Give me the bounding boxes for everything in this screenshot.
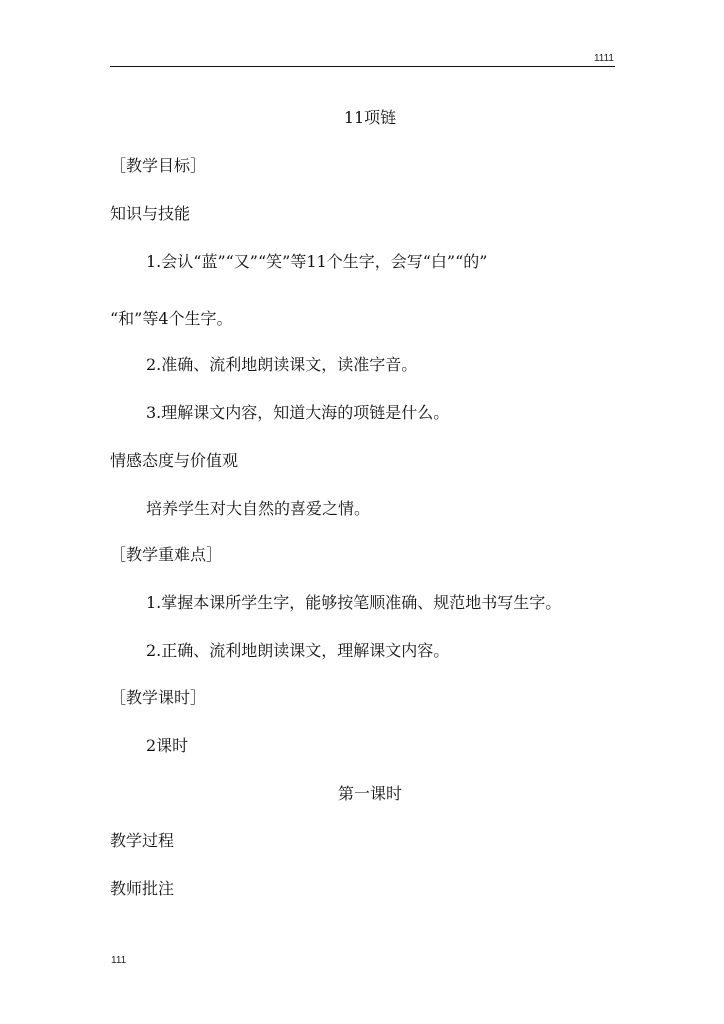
hours-text: 2课时	[146, 736, 189, 755]
objective-1-line-2: “和”等4个生字。	[110, 309, 233, 328]
hours-heading: ［教学课时］	[110, 688, 207, 707]
emotion-heading: 情感态度与价值观	[110, 451, 239, 470]
key-points-heading: ［教学重难点］	[110, 545, 223, 564]
objective-3: 3.理解课文内容，知道大海的项链是什么。	[146, 403, 450, 422]
objectives-heading: ［教学目标］	[110, 156, 207, 175]
key-point-2: 2.正确、流利地朗读课文，理解课文内容。	[146, 641, 450, 660]
knowledge-heading: 知识与技能	[110, 204, 191, 223]
objective-1-line-1: 1.会认“蓝”“又”“笑”等11个生字，会写“白”“的”	[146, 252, 488, 271]
first-lesson-heading: 第一课时	[337, 784, 402, 803]
emotion-text: 培养学生对大自然的喜爱之情。	[146, 499, 371, 518]
header-page-code: 1111	[593, 53, 614, 64]
header-rule	[110, 66, 615, 67]
objective-2: 2.准确、流利地朗读课文，读准字音。	[146, 355, 418, 374]
teacher-notes-heading: 教师批注	[110, 879, 175, 898]
lesson-title: 11项链	[343, 108, 397, 127]
footer-page-code: 111	[111, 955, 127, 966]
key-point-1: 1.掌握本课所学生字，能够按笔顺准确、规范地书写生字。	[146, 593, 562, 612]
process-heading: 教学过程	[110, 831, 175, 850]
